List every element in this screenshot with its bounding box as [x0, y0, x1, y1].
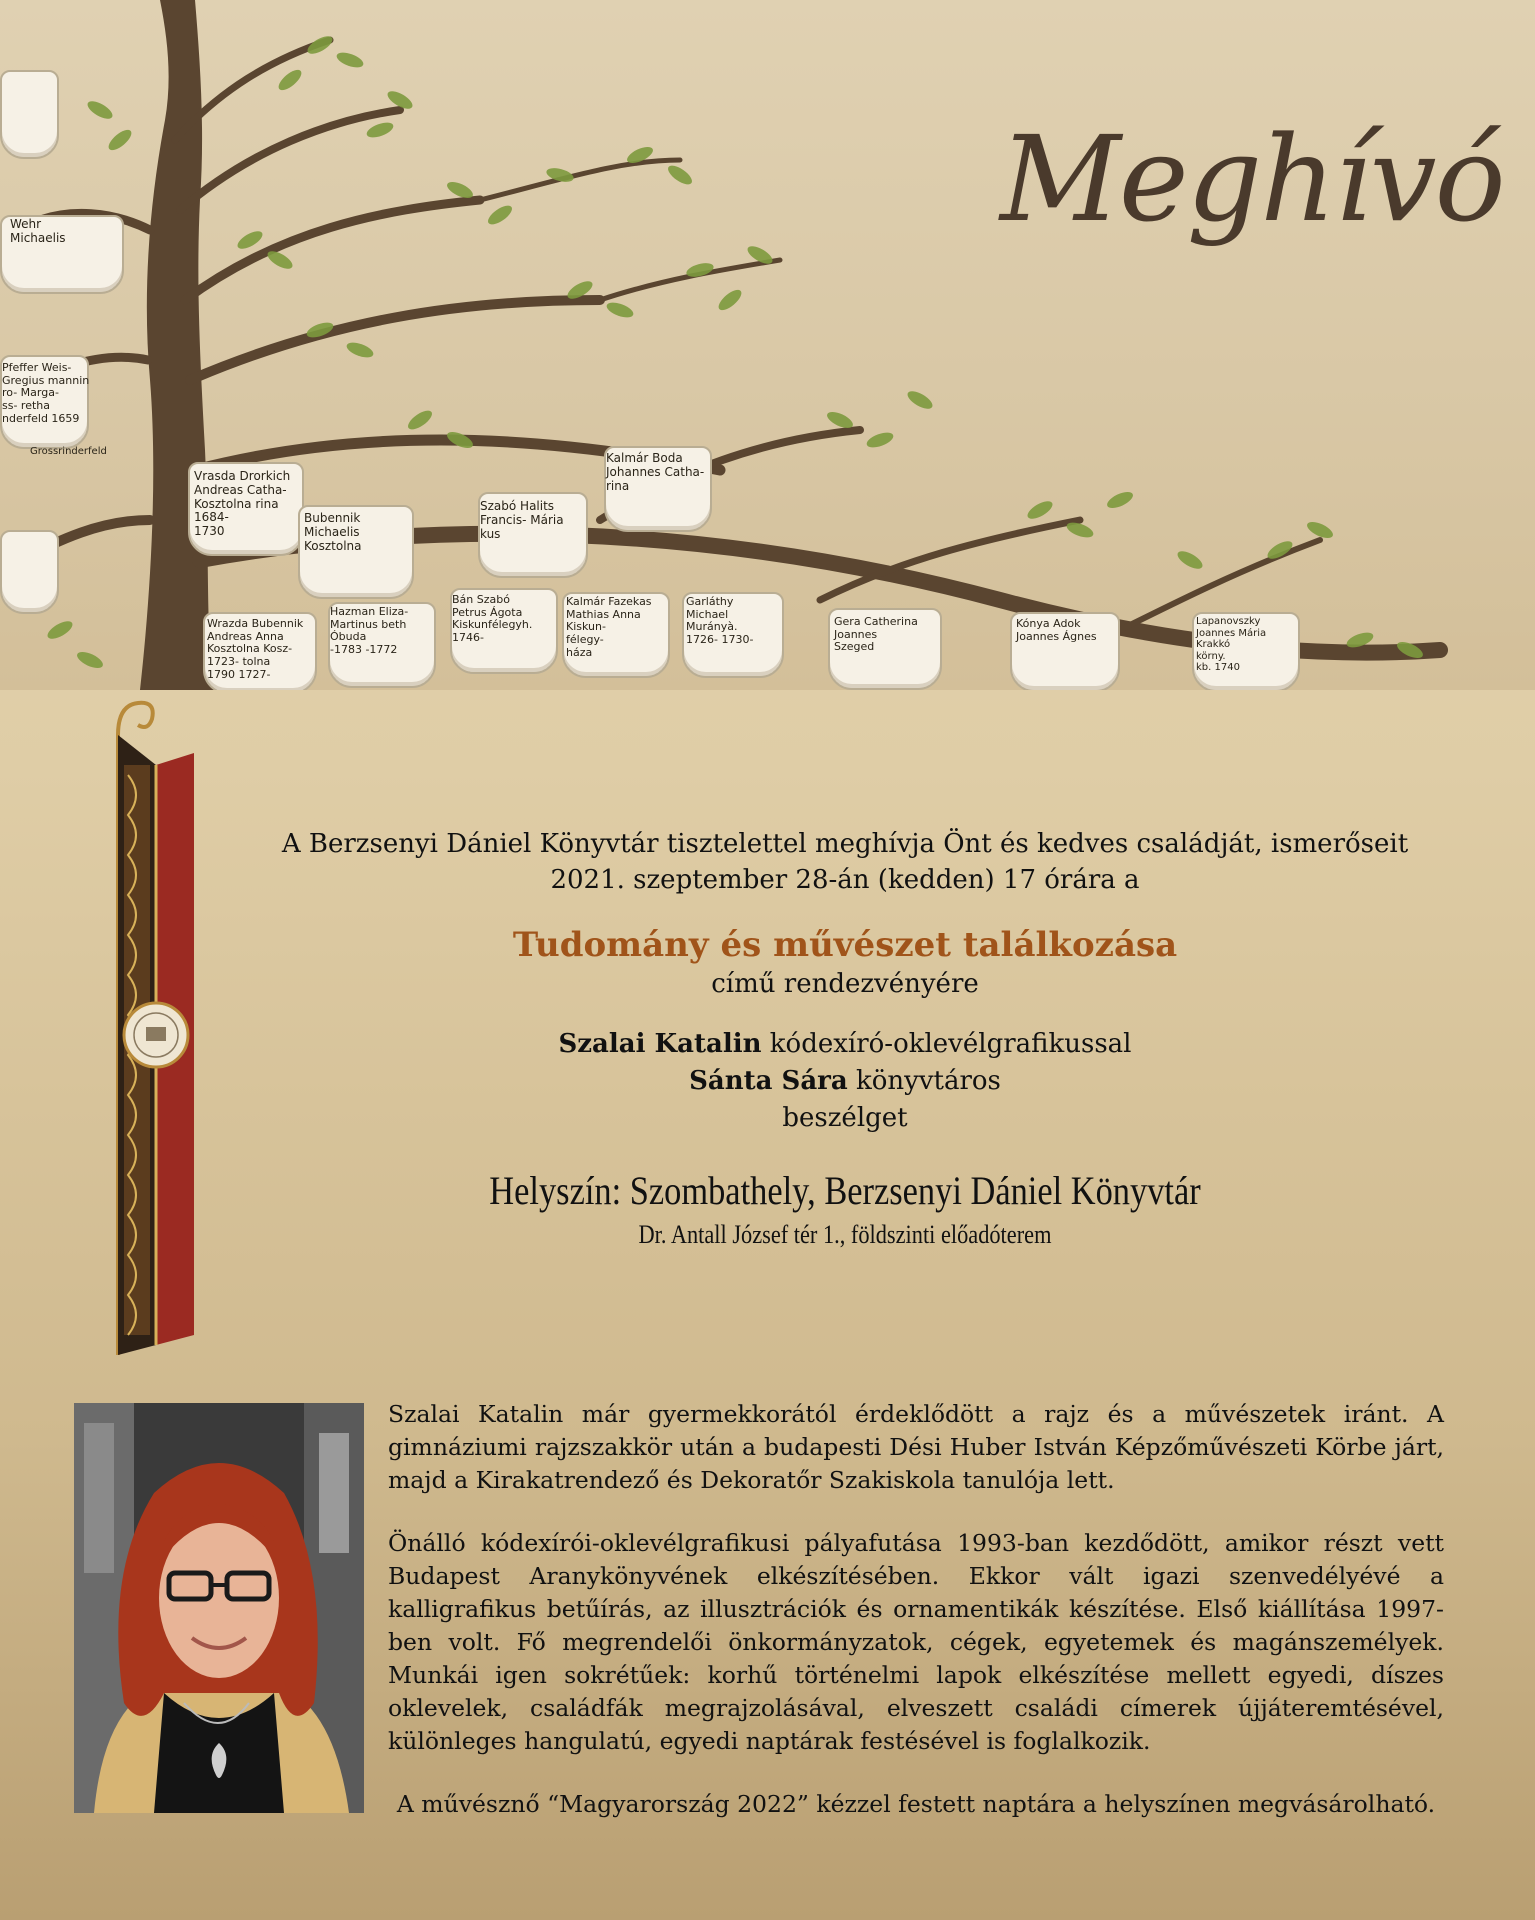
- tree-name-label: Lapanovszky Joannes Mária Krakkó körny. kb. 1740: [1196, 616, 1267, 673]
- event-title: Tudomány és művészet találkozása: [512, 925, 1178, 965]
- tree-name-label: Hazman Eliza- Martinus beth Óbuda -1783 -1772: [330, 605, 409, 656]
- tree-name-label: Wrazda Bubennik Andreas Anna Kosztolna Kosz- 1723- tolna 1790 1727-: [207, 617, 304, 681]
- tree-name-label: Bán Szabó Petrus Ágota Kiskunfélegyh. 1746-: [452, 593, 533, 644]
- family-tree-illustration: [0, 0, 1535, 690]
- tree-name-label: Kónya Adok Joannes Ágnes: [1016, 617, 1097, 643]
- tree-name-label: Bubennik Michaelis Kosztolna: [304, 511, 362, 553]
- name-card: [0, 70, 59, 159]
- tree-name-label: Kalmár Boda Johannes Catha- rina: [606, 451, 705, 493]
- tree-name-label: Wehr Michaelis: [10, 217, 66, 245]
- invitation-line-1: A Berzsenyi Dániel Könyvtár tisztelettel meghívja Önt és kedves családját, ismerőseit: [281, 829, 1409, 859]
- tree-name-label: Grossrinderfeld: [30, 446, 107, 457]
- bio-paragraph-2: Önálló kódexírói-oklevélgrafikusi pályafutása 1993-ban kezdődött, amikor részt vett Budapest Aranykönyvének elkészítésében. Ekkor vált igazi szenvedélyévé a kalligrafikus betűírás, az illusztrációk és ornamentikák készítése. Első kiállítása 1997-ben volt. Fő megrendelői önkormányzatok, cégek, egyetemek és magánszemélyek. Munkái igen sokrétűek: korhű történelmi lapok elkészítése mellett egyedi, díszes oklevelek, családfák megrajzolásával, elveszett családi címerek újjáteremtésével, különleges hangulatú, egyedi naptárak festésével is foglalkozik.: [388, 1529, 1444, 1755]
- calendar-note: A művésznő “Magyarország 2022” kézzel festett naptára a helyszínen megvásárolható.: [396, 1790, 1436, 1818]
- tree-name-label: Vrasda Drorkich Andreas Catha- Kosztolna rina 1684- 1730: [194, 469, 291, 539]
- guest-2: [230, 1063, 1460, 1100]
- guest-2-role: könyvtáros: [847, 1066, 1001, 1096]
- speaker-portrait: [74, 1403, 364, 1813]
- bio-paragraph-1: Szalai Katalin már gyermekkorától érdeklődött a rajz és a művészetek iránt. A gimnáziumi rajzszakkör után a budapesti Dési Huber István Képzőművészeti Körbe járt, majd a Kirakatrendező és Dekoratőr Szakiskola tanulója lett.: [388, 1400, 1444, 1494]
- guests-block: [230, 1026, 1460, 1137]
- venue-address: Dr. Antall József tér 1., földszinti előadóterem: [638, 1220, 1052, 1249]
- event-subtitle: című rendezvényére: [711, 969, 979, 999]
- invitation-line-2: 2021. szeptember 28-án (kedden) 17 órára a: [550, 865, 1140, 895]
- name-card: [0, 530, 59, 614]
- tree-name-label: Pfeffer Weis- Gregius mannin ro- Marga- ss- retha nderfeld 1659: [2, 361, 90, 425]
- header-illustration: [0, 0, 1535, 690]
- guests-verb: beszélget: [782, 1103, 908, 1133]
- page-title: Meghívó: [1000, 110, 1504, 248]
- guest-1-name: Szalai Katalin: [558, 1029, 762, 1059]
- guest-1-role: kódexíró-oklevélgrafikussal: [761, 1029, 1132, 1059]
- tree-name-label: Gera Catherina Joannes Szeged: [834, 615, 918, 654]
- tree-name-label: Garláthy Michael Murányà. 1726- 1730-: [686, 595, 754, 646]
- tree-name-label: Szabó Halits Francis- Mária kus: [480, 499, 564, 541]
- speaker-bio: [388, 1398, 1444, 1788]
- tree-trunk: [140, 0, 215, 690]
- tree-name-label: Kalmár Fazekas Mathias Anna Kiskun- félegy- háza: [566, 595, 652, 659]
- invitation-text: [230, 826, 1460, 1251]
- guest-1: [230, 1026, 1460, 1063]
- venue-title: Helyszín: Szombathely, Berzsenyi Dániel Könyvtár: [489, 1168, 1201, 1213]
- ornamental-band: [108, 695, 198, 1355]
- guest-2-name: Sánta Sára: [689, 1066, 848, 1096]
